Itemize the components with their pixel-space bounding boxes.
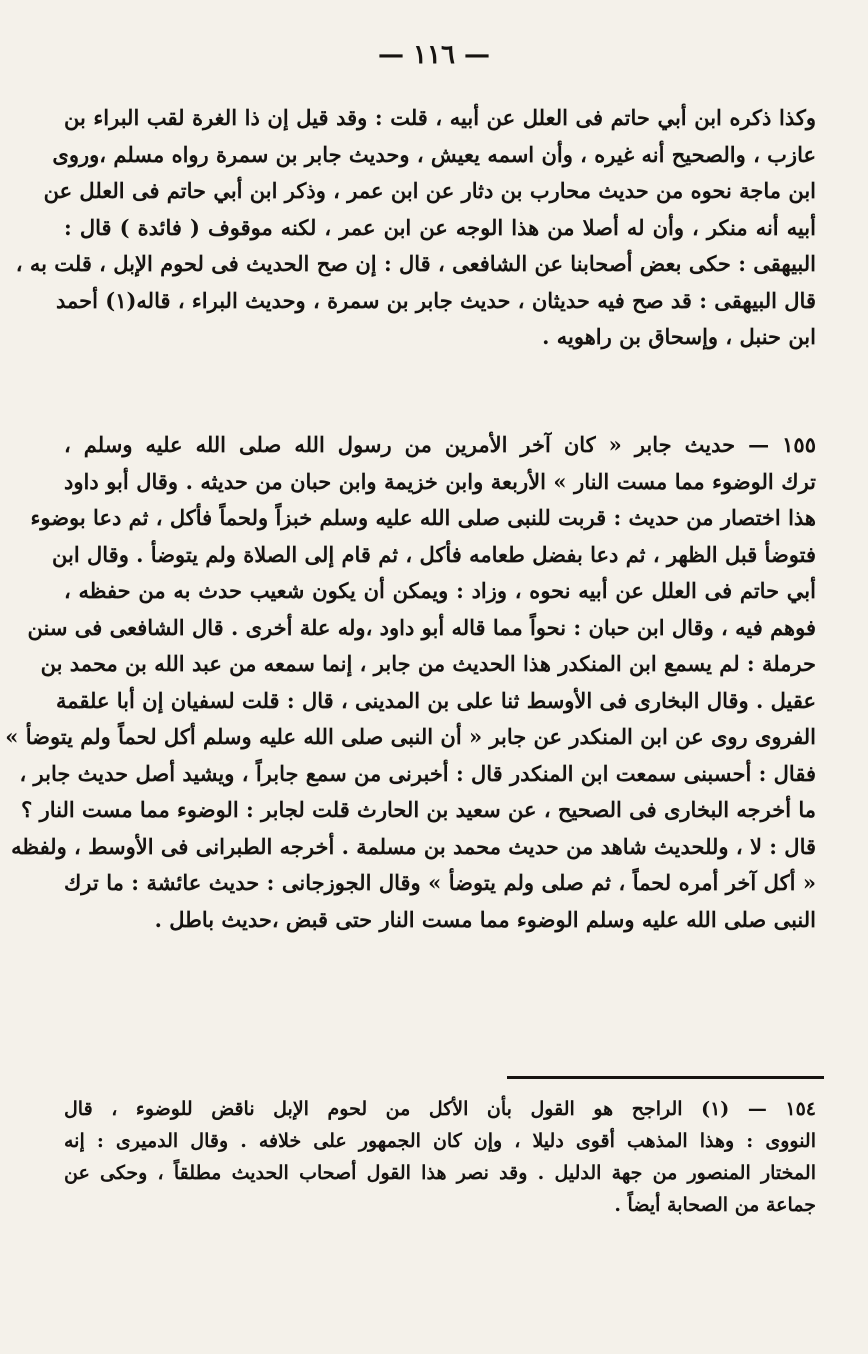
text-line: ما أخرجه البخارى فى الصحيح ، عن سعيد بن الحارث قلت لجابر : الوضوء مما مست النار ؟ [21, 797, 816, 822]
text-line: ١٥٥ — حديث جابر « كان آخر الأمرين من رسول الله صلى الله عليه وسلم ، [64, 432, 816, 457]
footnote-line: المختار المنصور من جهة الدليل . وقد نصر هذا القول أصحاب الحديث مطلقاً ، وحكى عن [64, 1162, 816, 1184]
text-line: النبى صلى الله عليه وسلم الوضوء مما مست النار حتى قبض ،حديث باطل . [154, 906, 816, 932]
text-line: قال : لا ، وللحديث شاهد من حديث محمد بن مسلمة . أخرجه الطبرانى فى الأوسط ، ولفظه [11, 833, 816, 859]
footnote [64, 1093, 816, 1221]
text-line: قال البيهقى : قد صح فيه حديثان ، حديث جابر بن سمرة ، وحديث البراء ، قاله(١) أحمد [55, 287, 816, 313]
text-line: أبيه أنه منكر ، وأن له أصلا من هذا الوجه عن ابن عمر ، لكنه موقوف ( فائدة ) قال : [64, 214, 816, 240]
text-line: فتوضأ قبل الظهر ، ثم دعا بفضل طعامه فأكل ، ثم قام إلى الصلاة ولم يتوضأ . وقال ابن [52, 541, 816, 567]
text-line: وكذا ذكره ابن أبي حاتم فى العلل عن أبيه ، قلت : وقد قيل إن ذا الغرة لقب البراء بن [64, 105, 816, 130]
text-line: فوهم فيه ، وقال ابن حبان : نحواً مما قاله أبو داود ،وله علة أخرى . قال الشافعى فى سنن [27, 614, 816, 640]
footnote-divider [507, 1076, 824, 1079]
text-line: أبي حاتم فى العلل عن أبيه نحوه ، وزاد : ويمكن أن يكون شعيب حدث به من حفظه ، [64, 578, 816, 603]
page-number: — ١١٦ — [377, 40, 491, 70]
text-line: فقال : أحسبنى سمعت ابن المنكدر قال : أخبرنى من سمع جابراً ، ويشيد أصل حديث جابر ، [19, 760, 816, 786]
footnote-line: النووى : وهذا المذهب أقوى دليلا ، وإن كان الجمهور على خلافه . وقال الدميرى : إنه [64, 1130, 816, 1152]
text-line: « أكل آخر أمره لحماً ، ثم صلى ولم يتوضأ » وقال الجوزجانى : حديث عائشة : ما ترك [64, 870, 816, 895]
text-line: حرملة : لم يسمع ابن المنكدر هذا الحديث من جابر ، إنما سمعه من عبد الله بن محمد بن [40, 651, 816, 676]
text-line: ترك الوضوء مما مست النار » الأربعة وابن خزيمة وابن حبان من حديثه . وقال أبو داود [64, 468, 816, 494]
text-line: عقيل . وقال البخارى فى الأوسط ثنا على بن المدينى ، قال : قلت لسفيان إن أبا علقمة [55, 687, 816, 713]
text-line: هذا اختصار من حديث : قربت للنبى صلى الله عليه وسلم خبزاً ولحماً فأكل ، ثم دعا بوضوء [30, 505, 816, 530]
text-line: الفروى روى عن ابن المنكدر عن جابر « أن النبى صلى الله عليه وسلم أكل لحماً ولم يتوضأ » [5, 724, 816, 749]
paragraph-1 [15, 100, 816, 356]
paragraph-155 [5, 427, 816, 938]
text-line: عازب ، والصحيح أنه غيره ، وأن اسمه يعيش ، وحديث جابر بن سمرة رواه مسلم ،وروى [52, 141, 816, 167]
footnote-line: جماعة من الصحابة أيضاً . [614, 1194, 816, 1216]
text-line: البيهقى : حكى بعض أصحابنا عن الشافعى ، قال : إن صح الحديث فى لحوم الإبل ، قلت به ، [15, 251, 816, 276]
footnote-line: ١٥٤ — (١) الراجح هو القول بأن الأكل من لحوم الإبل ناقض للوضوء ، قال [64, 1098, 816, 1120]
text-line: ابن ماجة نحوه من حديث محارب بن دثار عن ابن عمر ، وذكر ابن أبي حاتم فى العلل عن [43, 178, 816, 203]
text-line: ابن حنبل ، وإسحاق بن راهويه . [542, 324, 816, 349]
